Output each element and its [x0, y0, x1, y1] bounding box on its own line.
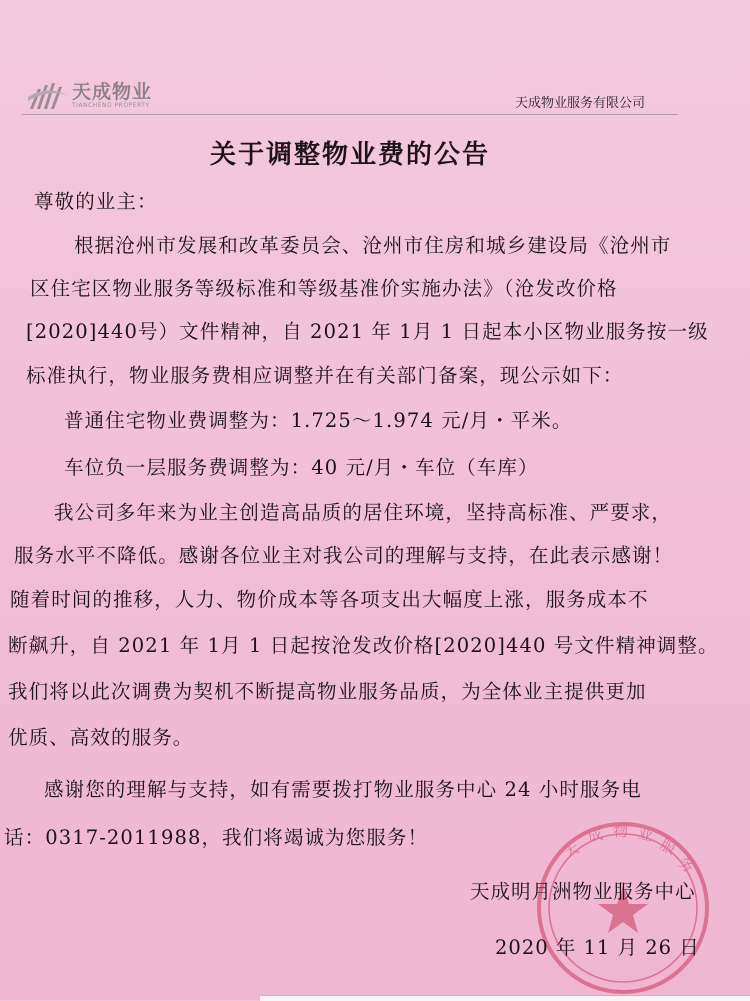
body-line: 优质、高效的服务。	[8, 726, 194, 749]
body-line: 话：0317-2011988，我们将竭诚为您服务！	[4, 826, 429, 849]
body-line: 我们将以此次调费为契机不断提高物业服务品质，为全体业主提供更加	[8, 680, 647, 703]
svg-text:业: 业	[636, 824, 655, 846]
notice-date: 2020 年 11 月 26 日	[495, 936, 700, 959]
svg-text:天: 天	[560, 838, 583, 862]
body-line: 服务水平不降低。感谢各位业主对我公司的理解与支持，在此表示感谢！	[14, 544, 674, 567]
body-line: 标准执行，物业服务费相应调整并在有关部门备案，现公示如下：	[26, 364, 624, 387]
header-divider	[22, 114, 678, 115]
body-line: 根据沧州市发展和改革委员会、沧州市住房和城乡建设局《沧州市	[74, 234, 672, 257]
body-line: 感谢您的理解与支持，如有需要拨打物业服务中心 24 小时服务电	[44, 778, 642, 801]
paper-edge	[260, 995, 750, 1001]
company-logo	[26, 76, 176, 116]
logo-text: 天成物业	[72, 81, 153, 103]
salutation: 尊敬的业主：	[34, 190, 158, 213]
notice-title: 关于调整物业费的公告	[209, 140, 490, 170]
logo-subtext: TIANCHENG PROPERTY	[72, 102, 150, 109]
fee-parking: 车位负一层服务费调整为：40 元/月・车位（车库）	[64, 456, 539, 479]
body-line: 区住宅区物业服务等级标准和等级基准价实施办法》（沧发改价格	[30, 277, 618, 300]
svg-text:物: 物	[613, 822, 629, 840]
body-line: [2020]440号）文件精神，自 2021 年 1月 1 日起本小区物业服务按一级	[26, 320, 709, 343]
svg-text:成: 成	[585, 824, 605, 846]
signature-organization: 天成明月洲物业服务中心	[470, 880, 696, 903]
logo-mark-icon	[26, 79, 70, 113]
svg-text:务: 务	[674, 853, 698, 877]
body-line: 随着时间的推移，人力、物价成本等各项支出大幅度上涨，服务成本不	[10, 588, 649, 611]
body-line: 断飙升，自 2021 年 1月 1 日起按沧发改价格[2020]440 号文件精神调整。	[8, 634, 719, 657]
body-line: 我公司多年来为业主创造高品质的居住环境，坚持高标准、严要求，	[54, 501, 673, 524]
company-name-header: 天成物业服务有限公司	[515, 96, 646, 111]
fee-residential: 普通住宅物业费调整为：1.725～1.974 元/月・平米。	[64, 409, 573, 432]
svg-text:服: 服	[657, 835, 679, 859]
